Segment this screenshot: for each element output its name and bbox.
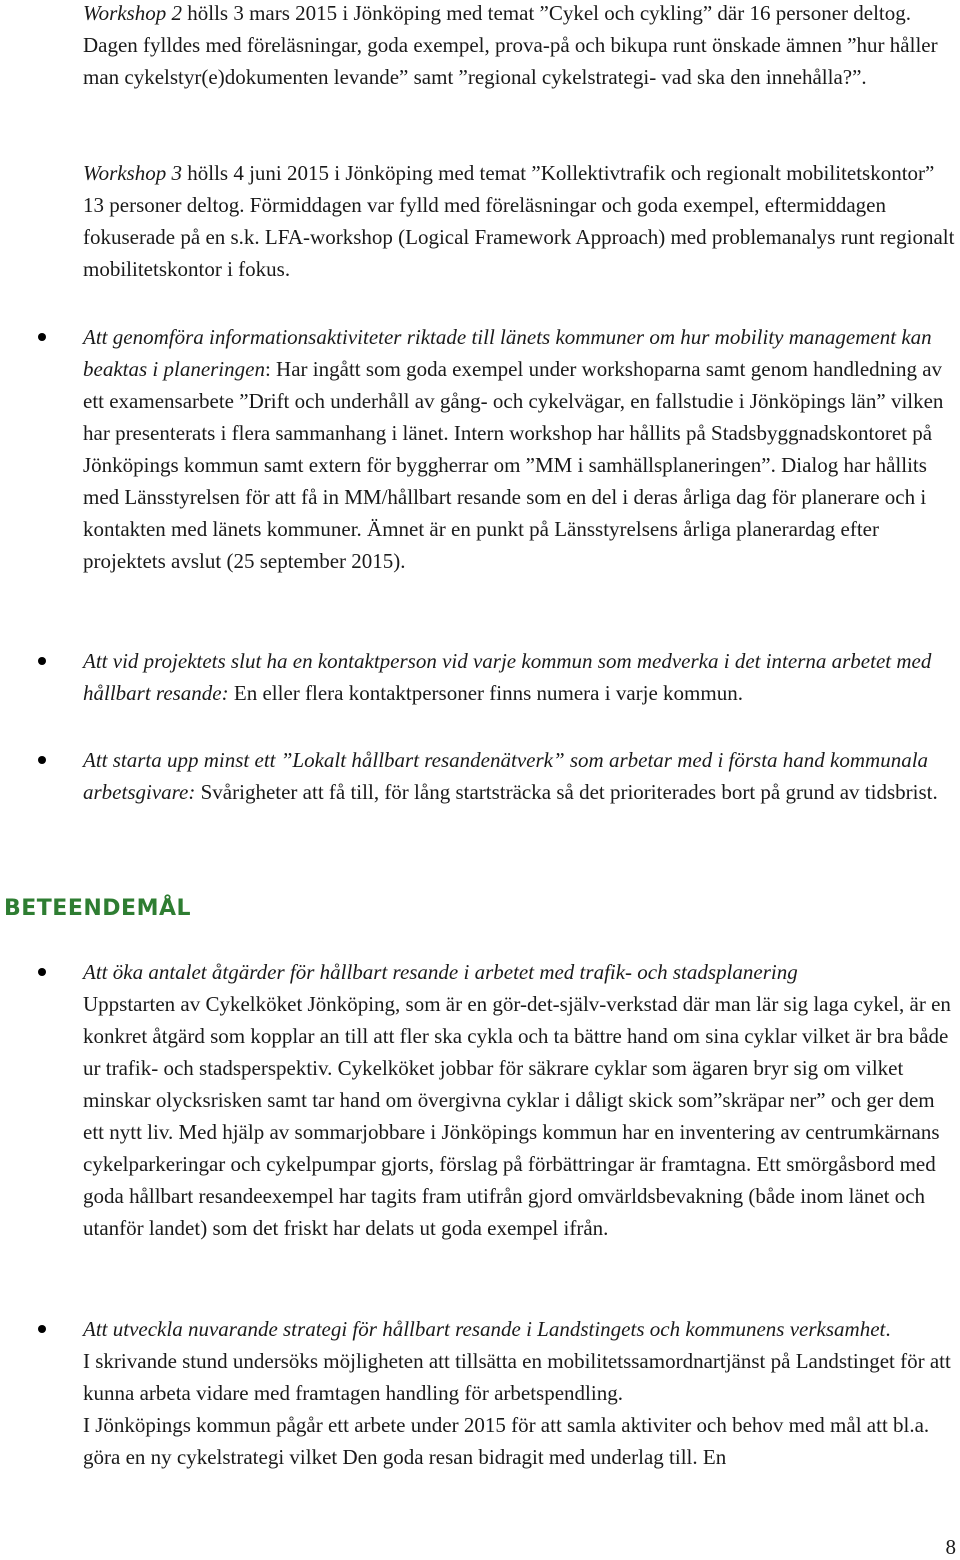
workshop3-paragraph bbox=[83, 157, 955, 285]
workshop2-label: Workshop 2 bbox=[83, 1, 182, 25]
page-number: 8 bbox=[945, 1535, 956, 1559]
bullet-title: Att vid projektets slut ha en kontaktperson vid varje kommun som medverka i det interna arbetet med hållbart resande: bbox=[83, 649, 932, 705]
bullet-text-line2: I Jönköpings kommun pågår ett arbete under 2015 för att samla aktiviter och behov med mål att bl.a. göra en ny cykelstrategi vilket Den goda resan bidragit med underlag till. En bbox=[83, 1413, 930, 1469]
bullet-text: Svårigheter att få till, för lång startsträcka så det prioriterades bort på grund av tidsbrist. bbox=[195, 780, 938, 804]
bullet-title: Att utveckla nuvarande strategi för hållbart resande i Landstingets och kommunens verksamhet bbox=[83, 1317, 886, 1341]
bullet-resandenatverk bbox=[83, 744, 955, 808]
bullet-title: Att starta upp minst ett ”Lokalt hållbart resandenätverk” som arbetar med i första hand kommunala arbetsgivare: bbox=[83, 748, 929, 804]
bullet-title: Att genomföra informationsaktiviteter riktade till länets kommuner om hur mobility management kan beaktas i planeringen bbox=[83, 325, 932, 381]
bullet-title-end: . bbox=[885, 1317, 891, 1341]
bullet-text-line1: I skrivande stund undersöks möjligheten att tillsätta en mobilitetssamordnartjänst på Landstinget för att kunna arbeta vidare med framtagen handling för arbetspendling. bbox=[83, 1349, 951, 1405]
workshop3-text: hölls 4 juni 2015 i Jönköping med temat ”Kollektivtrafik och regionalt mobilitetskontor” 13 personer deltog. Förmiddagen var fylld med föreläsningar och goda exempel, eftermiddagen fokuserade på en s.k. LFA-workshop (Logical Framework Approach) med problemanalys runt regionalt mobilitetskontor i fokus. bbox=[83, 161, 955, 281]
bullet-title: Att öka antalet åtgärder för hållbart resande i arbetet med trafik- och stadsplanering bbox=[83, 960, 798, 984]
bullet-icon bbox=[38, 1325, 46, 1333]
bullet-text: : Har ingått som goda exempel under workshoparna samt genom handledning av ett examensarbete ”Drift och underhåll av gång- och cykelvägar, en fallstudie i Jönköpings län” vilken har presenterats i flera sammanhang i länet. Intern workshop har hållits på Stadsbyggnadskontoret på Jönköpings kommun samt extern för byggherrar om ”MM i samhällsplaneringen”. Dialog har hållits med Länsstyrelsen för att få in MM/hållbart resande som en del i deras årliga dag för planerare och i kontakten med länets kommuner. Ämnet är en punkt på Länsstyrelsens årliga planerardag efter projektets avslut (25 september 2015). bbox=[83, 357, 944, 573]
bullet-kontaktperson bbox=[83, 645, 955, 709]
bullet-text: En eller flera kontaktpersoner finns numera i varje kommun. bbox=[228, 681, 743, 705]
bullet-text: Uppstarten av Cykelköket Jönköping, som är en gör-det-själv-verkstad där man lär sig laga cykel, är en konkret åtgärd som kopplar an till att fler ska cykla och ta bättre hand om sina cyklar vilket är bra både ur trafik- och stadsperspektiv. Cykelköket jobbar för säkrare cyklar som ägaren bryr sig om vilket minskar olycksrisken samt tar hand om övergivna cyklar i dåligt skick som”skräpar ner” och ger dem ett nytt liv. Med hjälp av sommarjobbare i Jönköpings kommun har en inventering av centrumkärnans cykelparkeringar och cykelpumpar gjorts, förslag på förbättringar är framtagna. Ett smörgåsbord med goda hållbart resandeexempel har tagits fram utifrån gjord omvärldsbevakning (både inom länet och utanför landet) som det friskt har delats ut goda exempel ifrån. bbox=[83, 992, 951, 1240]
bullet-oka-atgarder bbox=[83, 956, 955, 1244]
bullet-informationsaktiviteter bbox=[83, 321, 955, 577]
workshop2-text: hölls 3 mars 2015 i Jönköping med temat ”Cykel och cykling” där 16 personer deltog. Dagen fylldes med föreläsningar, goda exempel, prova-på och bikupa runt önskade ämnen ”hur håller man cykelstyr(e)dokumenten levande” samt ”regional cykelstrategi- vad ska den innehålla?”. bbox=[83, 1, 938, 89]
workshop3-label: Workshop 3 bbox=[83, 161, 182, 185]
bullet-icon bbox=[38, 333, 46, 341]
bullet-icon bbox=[38, 968, 46, 976]
bullet-icon bbox=[38, 756, 46, 764]
bullet-utveckla-strategi bbox=[83, 1313, 955, 1473]
section-heading: BETEENDEMÅL bbox=[4, 896, 191, 921]
bullet-icon bbox=[38, 657, 46, 665]
workshop2-paragraph bbox=[83, 0, 955, 93]
